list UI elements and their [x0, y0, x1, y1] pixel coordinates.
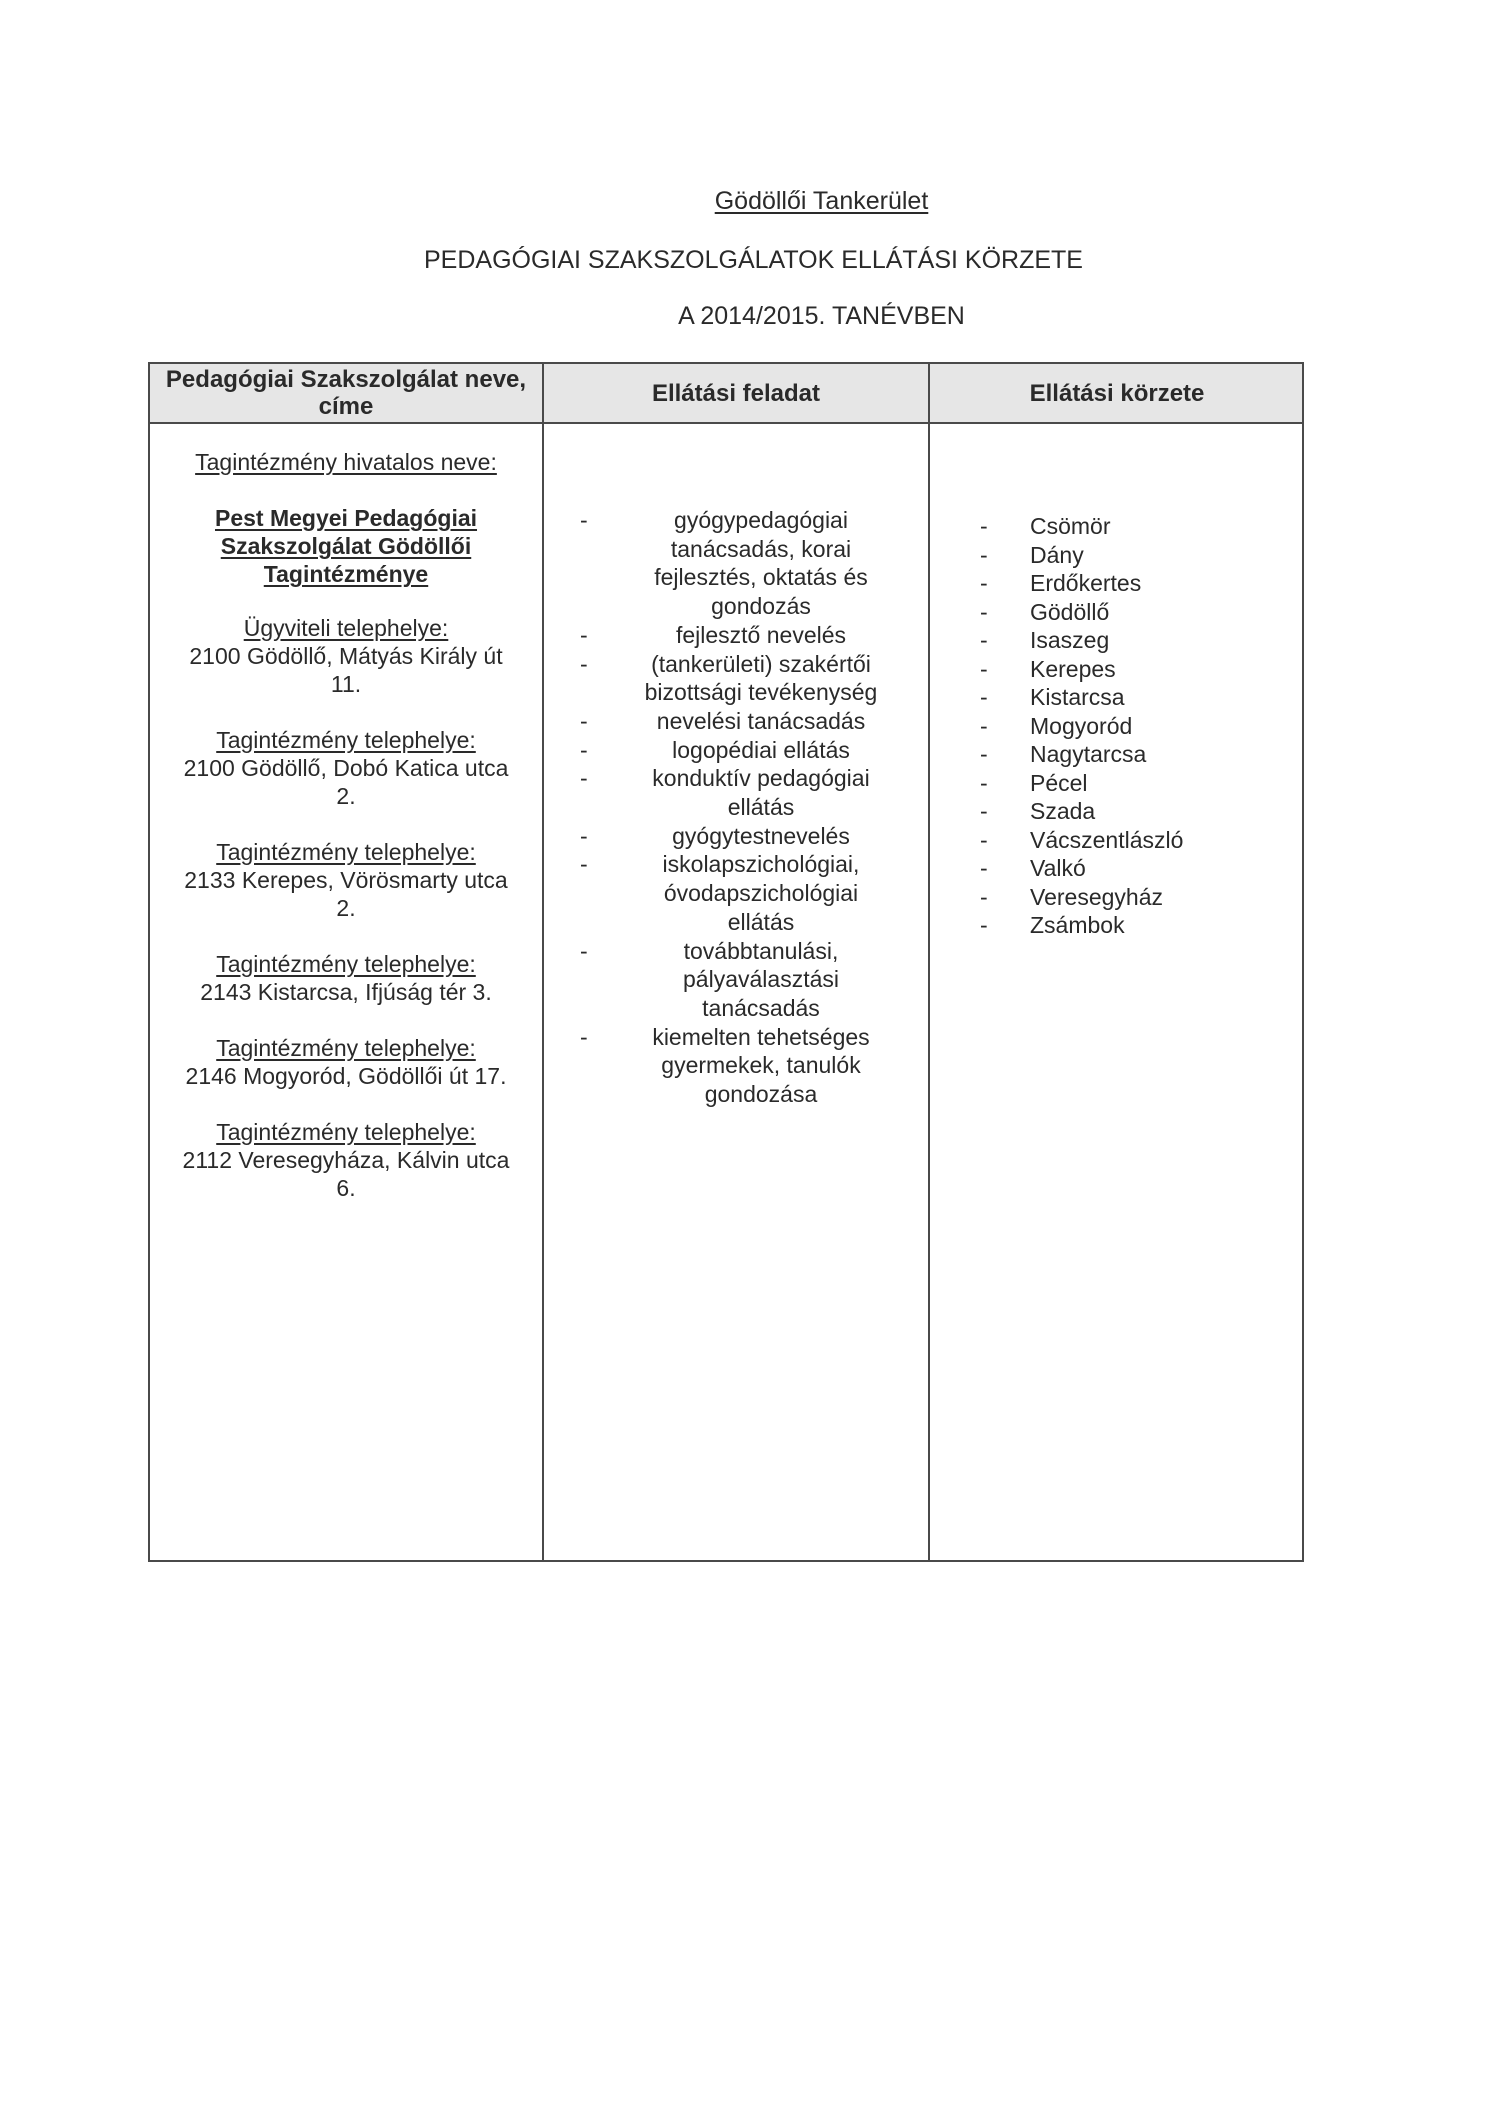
office-address: 2100 Gödöllő, Mátyás Király út 11.	[189, 643, 503, 697]
bullet-dash: -	[580, 650, 588, 677]
area-item-text: Kerepes	[1030, 655, 1116, 682]
area-item-text: Dány	[1030, 541, 1084, 568]
task-item-text: fejlesztő nevelés	[675, 621, 847, 648]
site-list	[150, 726, 542, 1202]
site-entry	[150, 950, 542, 1006]
area-item	[980, 740, 1300, 769]
area-item-text: Erdőkertes	[1030, 570, 1142, 596]
area-item	[980, 569, 1300, 598]
area-item	[980, 797, 1300, 826]
site-entry	[150, 1118, 542, 1202]
area-item	[980, 655, 1300, 684]
document-title: PEDAGÓGIAI SZAKSZOLGÁLATOK ELLÁTÁSI KÖRZETE	[424, 246, 1083, 274]
task-item	[580, 1023, 920, 1109]
table-header	[150, 364, 1302, 424]
area-item-text: Valkó	[1030, 855, 1086, 881]
area-item-text: Szada	[1030, 798, 1096, 824]
task-item-text: iskolapszichológiai, óvodapszichológiai ellátás	[662, 851, 860, 935]
bullet-dash: -	[980, 741, 988, 767]
office-label: Ügyviteli telephelye:	[243, 615, 449, 641]
area-item	[980, 911, 1300, 940]
site-label: Tagintézmény telephelye:	[216, 727, 476, 753]
header-task: Ellátási feladat	[651, 379, 821, 407]
column-divider	[542, 364, 544, 1560]
site-address: 2100 Gödöllő, Dobó Katica utca 2.	[183, 755, 509, 809]
area-item-text: Nagytarcsa	[1030, 741, 1147, 767]
area-item	[980, 854, 1300, 883]
site-entry	[150, 838, 542, 922]
bullet-dash: -	[980, 598, 988, 625]
header-area: Ellátási körzete	[1029, 379, 1205, 407]
bullet-dash: -	[980, 541, 988, 568]
task-list	[580, 506, 920, 1109]
task-item-text: nevelési tanácsadás	[656, 707, 866, 734]
site-label: Tagintézmény telephelye:	[216, 1119, 476, 1145]
area-item-text: Zsámbok	[1030, 912, 1125, 938]
service-area-table	[148, 362, 1304, 1562]
column-divider	[928, 364, 930, 1560]
bullet-dash: -	[580, 507, 588, 533]
task-item-text: gyógytestnevelés	[672, 822, 850, 849]
area-item	[980, 769, 1300, 798]
bullet-dash: -	[580, 736, 588, 763]
site-entry	[150, 1034, 542, 1090]
bullet-dash: -	[580, 937, 588, 964]
area-item	[980, 512, 1300, 541]
task-item	[580, 621, 920, 650]
site-entry	[150, 726, 542, 810]
area-item	[980, 712, 1300, 741]
task-item-text: gyógypedagógiai tanácsadás, korai fejlesztés, oktatás és gondozás	[654, 507, 868, 620]
task-item-text: kiemelten tehetséges gyermekek, tanulók gondozása	[652, 1023, 870, 1108]
bullet-dash: -	[980, 684, 988, 710]
bullet-dash: -	[580, 851, 588, 878]
task-item	[580, 506, 920, 621]
task-item	[580, 937, 920, 1023]
site-address: 2146 Mogyoród, Gödöllői út 17.	[185, 1063, 507, 1089]
bullet-dash: -	[980, 712, 988, 739]
site-label: Tagintézmény telephelye:	[216, 839, 476, 865]
task-item-text: logopédiai ellátás	[672, 736, 850, 763]
bullet-dash: -	[580, 822, 588, 849]
bullet-dash: -	[980, 513, 988, 539]
area-item-text: Gödöllő	[1030, 598, 1110, 625]
bullet-dash: -	[980, 883, 988, 910]
area-item	[980, 683, 1300, 712]
area-item	[980, 598, 1300, 627]
area-item	[980, 541, 1300, 570]
area-item-text: Kistarcsa	[1030, 684, 1125, 710]
site-address: 2112 Veresegyháza, Kálvin utca 6.	[182, 1147, 510, 1201]
school-year: A 2014/2015. TANÉVBEN	[678, 302, 965, 330]
area-item-text: Mogyoród	[1030, 712, 1133, 739]
task-item	[580, 764, 920, 821]
bullet-dash: -	[980, 769, 988, 796]
header-service-name: Pedagógiai Szakszolgálat neve, címe	[165, 366, 527, 420]
task-item	[580, 736, 920, 765]
official-name-label: Tagintézmény hivatalos neve:	[195, 449, 497, 475]
bullet-dash: -	[980, 627, 988, 653]
area-item	[980, 883, 1300, 912]
bullet-dash: -	[980, 855, 988, 881]
task-item	[580, 707, 920, 736]
site-label: Tagintézmény telephelye:	[216, 951, 476, 977]
area-item-text: Pécel	[1030, 769, 1088, 796]
task-item	[580, 822, 920, 851]
site-address: 2143 Kistarcsa, Ifjúság tér 3.	[200, 979, 492, 1005]
bullet-dash: -	[580, 1023, 588, 1050]
bullet-dash: -	[580, 707, 588, 734]
bullet-dash: -	[980, 655, 988, 682]
task-item-text: konduktív pedagógiai ellátás	[652, 765, 870, 821]
service-name-column	[150, 448, 542, 1230]
institution-name: Pest Megyei Pedagógiai Szakszolgálat Gödöllői Tagintézménye	[214, 505, 478, 587]
area-item-text: Vácszentlászló	[1030, 826, 1184, 853]
bullet-dash: -	[580, 765, 588, 792]
task-item-text: továbbtanulási, pályaválasztási tanácsadás	[683, 937, 839, 1021]
bullet-dash: -	[980, 912, 988, 938]
area-item-text: Isaszeg	[1030, 627, 1110, 653]
bullet-dash: -	[980, 570, 988, 596]
task-item	[580, 650, 920, 707]
bullet-dash: -	[980, 798, 988, 824]
bullet-dash: -	[580, 621, 588, 648]
task-item-text: (tankerületi) szakértői bizottsági tevékenység	[644, 650, 878, 706]
site-label: Tagintézmény telephelye:	[216, 1035, 476, 1061]
district-title: Gödöllői Tankerület	[714, 187, 929, 215]
area-item-text: Csömör	[1030, 513, 1111, 539]
bullet-dash: -	[980, 826, 988, 853]
area-item	[980, 826, 1300, 855]
site-address: 2133 Kerepes, Vörösmarty utca 2.	[184, 867, 508, 921]
area-list	[980, 512, 1300, 940]
area-item-text: Veresegyház	[1030, 883, 1163, 910]
task-item	[580, 850, 920, 936]
area-item	[980, 626, 1300, 655]
